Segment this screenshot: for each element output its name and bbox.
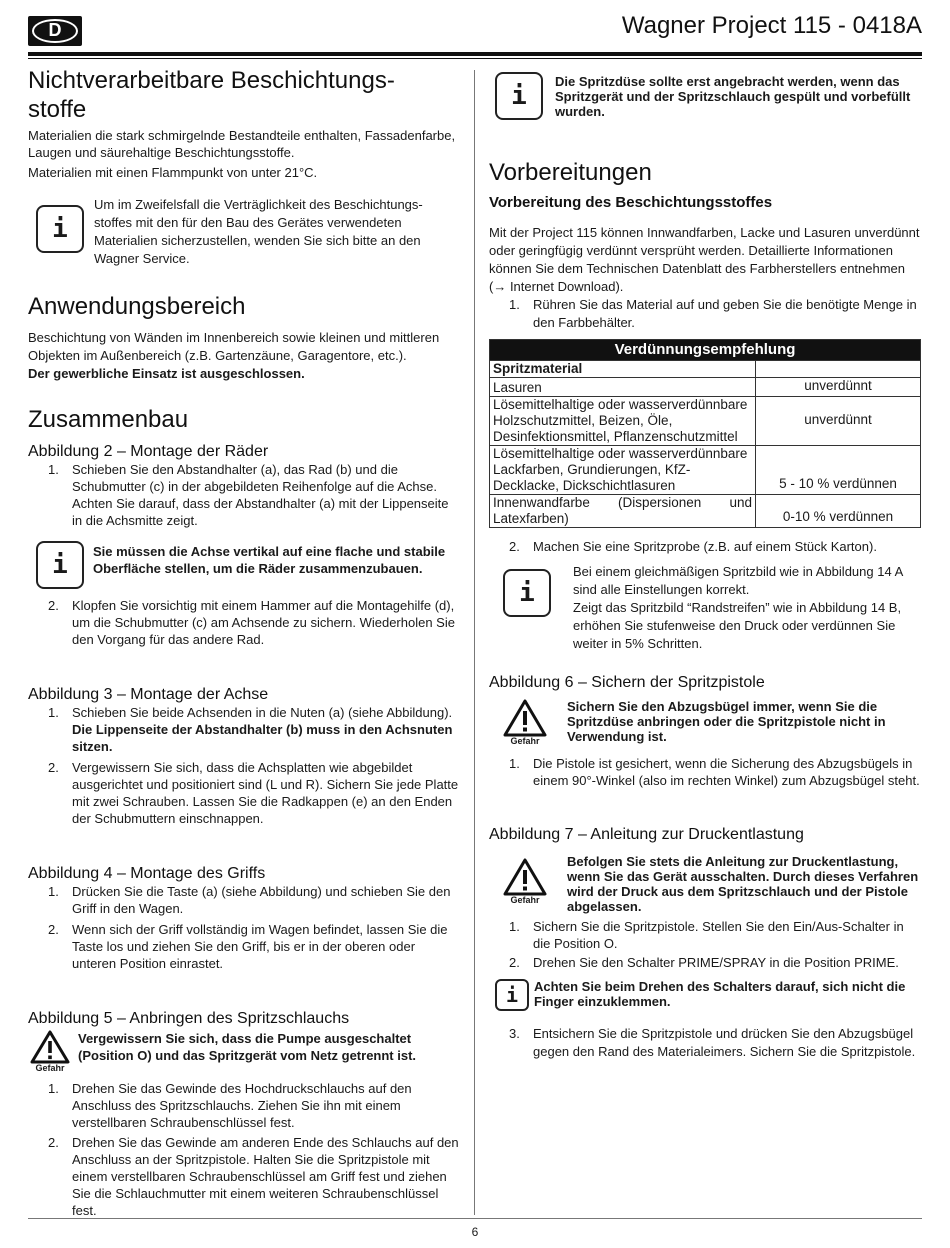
info-note (489, 563, 921, 653)
header-rule-thin (28, 58, 922, 59)
language-code: D (48, 20, 62, 40)
table-cell-value: unverdünnt (756, 378, 921, 397)
info-note-text: Sie müssen die Achse vertikal auf eine flache und stabile Oberfläche stellen, um die Räder zusammenzubauen. (93, 544, 446, 576)
subsection-title-fig2: Abbildung 2 – Montage der Räder (28, 443, 269, 460)
table-row (490, 446, 921, 495)
footer-rule (28, 1218, 922, 1219)
language-badge (28, 16, 82, 46)
list-item: 1. Sichern Sie die Spritzpistole. Stellen Sie den Ein/Aus-Schalter in die Position O. (509, 919, 904, 951)
warning-text: Befolgen Sie stets die Anleitung zur Druckentlastung, wenn Sie das Gerät ausschalten. Durch dieses Verfahren wird der Druck aus dem Spritzschlauch und der Pistole abgelassen. (567, 854, 919, 914)
table-row (490, 378, 921, 397)
steps-list (28, 1080, 462, 1219)
info-icon: i (36, 541, 84, 589)
table-title: Verdünnungsempfehlung (490, 340, 921, 361)
paragraph: Beschichtung von Wänden im Innenbereich sowie kleinen und mittleren Objekten im Außenbereich (z.B. Gartenzäune, Garagentore, etc.). (28, 330, 440, 363)
steps-list (28, 597, 462, 648)
danger-warning (28, 1030, 462, 1076)
info-note (28, 196, 462, 266)
table-cell-value: unverdünnt (756, 397, 921, 446)
info-note-text: Achten Sie beim Drehen des Schalters darauf, sich nicht die Finger einzuklemmen. (534, 979, 906, 1009)
steps-list (489, 296, 921, 332)
paragraph-bold: Der gewerbliche Einsatz ist ausgeschlossen. (28, 366, 305, 381)
right-column (489, 72, 921, 1061)
section-title-assembly: Zusammenbau (28, 406, 189, 433)
list-item: 2. Klopfen Sie vorsichtig mit einem Hammer auf die Montagehilfe (d), um die Schubmutter (c) am Achsende zu sichern. Wiederholen Sie den Vorgang für das andere Rad. (48, 598, 455, 647)
info-icon: i (503, 569, 551, 617)
table-row (490, 495, 921, 528)
list-item: 2. Wenn sich der Griff vollständig im Wagen befindet, lassen Sie die Taste los und ziehen Sie den Griff, bis er in der oberen oder unteren Position einrastet. (48, 922, 448, 971)
dilution-table (489, 339, 921, 528)
danger-warning (489, 697, 921, 753)
section-title-application-area: Anwendungsbereich (28, 293, 246, 320)
steps-list (28, 704, 462, 827)
steps-list (28, 883, 462, 972)
table-cell-value: 5 - 10 % verdünnen (756, 446, 921, 495)
table-cell-material: Innenwandfarbe (Dispersionen und Latexfarben) (490, 495, 756, 528)
warning-caption: Gefahr (510, 736, 540, 746)
table-header-cell-empty (756, 361, 921, 378)
paragraph: Mit der Project 115 können Innwandfarben, Lacke und Lasuren unverdünnt oder geringfügig verdünnt versprüht werden. Detaillierte Informationen können Sie dem Technischen Datenblatt des Farbherstellers entnehmen (→ Internet Download). (489, 225, 920, 294)
warning-caption: Gefahr (35, 1063, 65, 1073)
info-note-text: Um im Zweifelsfall die Verträglichkeit des Beschichtungs-stoffes mit den für den Bau des Gerätes verwendeten Materialien sicherzustellen, wenden Sie sich bitte an den Wagner Service. (94, 197, 423, 266)
info-note (489, 72, 921, 124)
paragraph: Materialien die stark schmirgelnde Bestandteile enthalten, Fassadenfarbe, Laugen und säurehaltige Beschichtungsstoffe. (28, 128, 456, 160)
subsection-title-fig3: Abbildung 3 – Montage der Achse (28, 686, 269, 703)
steps-list (489, 918, 921, 971)
table-header-cell: Spritzmaterial (490, 361, 756, 378)
list-item: 2. Vergewissern Sie sich, dass die Achsplatten wie abgebildet ausgerichtet und positioniert sind (L und R). Sichern Sie jede Platte mit zwei Schrauben. Lassen Sie die Radkappen (e) an den Enden der Schubmuttern einschnappen. (48, 760, 459, 826)
warning-triangle-icon (30, 1030, 78, 1073)
info-note (489, 977, 921, 1013)
subsection-title-fig6: Abbildung 6 – Sichern der Spritzpistole (489, 674, 765, 691)
table-cell-material: Lasuren (490, 378, 756, 397)
section-title-unusable-materials: Nichtverarbeitbare Beschichtungs- stoffe (28, 67, 395, 123)
info-icon: i (36, 205, 84, 253)
list-item: 2. Drehen Sie das Gewinde am anderen Ende des Schlauchs auf den Anschluss an der Spritzpistole. Halten Sie die Spritzpistole mit einem verstellbaren Schraubenschlüssel am Griff fest und ziehen Sie die Schlauchmutter mit einem weiteren Schraubenschlüssel fest. (48, 1135, 459, 1218)
document-title: Wagner Project 115 - 0418A (621, 12, 922, 39)
list-item: 2. Drehen Sie den Schalter PRIME/SPRAY in die Position PRIME. (509, 955, 899, 970)
list-item: 1. Schieben Sie beide Achsenden in die Nuten (a) (siehe Abbildung). Die Lippenseite der Abstandhalter (b) muss in den Achsnuten sitzen. (48, 705, 453, 754)
table-row (490, 397, 921, 446)
section-title-preparations: Vorbereitungen (489, 159, 652, 186)
list-item: 1. Rühren Sie das Material auf und geben Sie die benötigte Menge in den Farbbehälter. (509, 297, 917, 330)
left-column (28, 66, 462, 1219)
info-icon: i (495, 72, 543, 120)
steps-list (489, 1025, 921, 1061)
paragraph: Materialien mit einen Flammpunkt von unter 21°C. (28, 165, 318, 180)
info-note-text: Bei einem gleichmäßigen Spritzbild wie in Abbildung 14 A sind alle Einstellungen korrekt. Zeigt das Spritzbild “Randstreifen” wie in Abbildung 14 B, erhöhen Sie stufenweise den Druck oder verdünnen Sie weiter in 5% Schritten. (573, 564, 903, 651)
list-item: 3. Entsichern Sie die Spritzpistole und drücken Sie den Abzugsbügel gegen den Rand des Materialeimers. Sichern Sie die Spritzpistole. (509, 1026, 916, 1059)
list-item: 2. Machen Sie eine Spritzprobe (z.B. auf einem Stück Karton). (509, 539, 877, 554)
table-cell-material: Lösemittelhaltige oder wasserverdünnbare Lackfarben, Grundierungen, KfZ- Decklacke, Dickschichtlasuren (490, 446, 756, 495)
page-number: 6 (471, 1225, 479, 1239)
warning-triangle-icon (503, 858, 551, 905)
warning-triangle-icon (503, 699, 551, 746)
header-rule (28, 52, 922, 56)
list-item: 1. Drücken Sie die Taste (a) (siehe Abbildung) und schieben Sie den Griff in den Wagen. (48, 884, 451, 916)
steps-list (489, 755, 921, 789)
info-note (28, 541, 462, 593)
warning-caption: Gefahr (510, 895, 540, 905)
list-item: 1. Drehen Sie das Gewinde des Hochdruckschlauchs auf den Anschluss des Spritzschlauchs. Ziehen Sie ihn mit einem verstellbaren Schraubenschlüssel fest. (48, 1081, 412, 1130)
subsection-title-fig7: Abbildung 7 – Anleitung zur Druckentlastung (489, 826, 804, 843)
warning-text: Sichern Sie den Abzugsbügel immer, wenn Sie die Spritzdüse anbringen oder die Spritzpistole nicht in Verwendung ist. (567, 699, 886, 744)
info-note-text: Die Spritzdüse sollte erst angebracht werden, wenn das Spritzgerät und der Spritzschlauch gespült und vorbefüllt wurden. (555, 74, 911, 119)
steps-list (489, 538, 921, 555)
list-item: 1. Schieben Sie den Abstandhalter (a), das Rad (b) und die Schubmutter (c) in der abgebildeten Reihenfolge auf die Achse. Achten Sie darauf, dass der Abstandhalter (a) mit der Lippenseite in die Achsmitte zeigt. (48, 462, 449, 528)
subsection-title-fig4: Abbildung 4 – Montage des Griffs (28, 865, 266, 882)
list-item: 1. Die Pistole ist gesichert, wenn die Sicherung des Abzugsbügels in einem 90°-Winkel (also im rechten Winkel) zum Abzugsbügel steht. (509, 756, 920, 788)
warning-text: Vergewissern Sie sich, dass die Pumpe ausgeschaltet (Position O) und das Spritzgerät vom Netz getrennt ist. (78, 1031, 417, 1063)
table-cell-material: Lösemittelhaltige oder wasserverdünnbare Holzschutzmittel, Beizen, Öle, Desinfektionsmittel, Pflanzenschutzmittel (490, 397, 756, 446)
steps-list (28, 461, 462, 529)
danger-warning (489, 854, 921, 916)
subsection-title-coating-prep: Vorbereitung des Beschichtungsstoffes (489, 194, 773, 211)
table-cell-value: 0-10 % verdünnen (756, 495, 921, 528)
column-divider (474, 70, 475, 1215)
info-icon: i (495, 979, 529, 1011)
subsection-title-fig5: Abbildung 5 – Anbringen des Spritzschlauchs (28, 1010, 350, 1027)
